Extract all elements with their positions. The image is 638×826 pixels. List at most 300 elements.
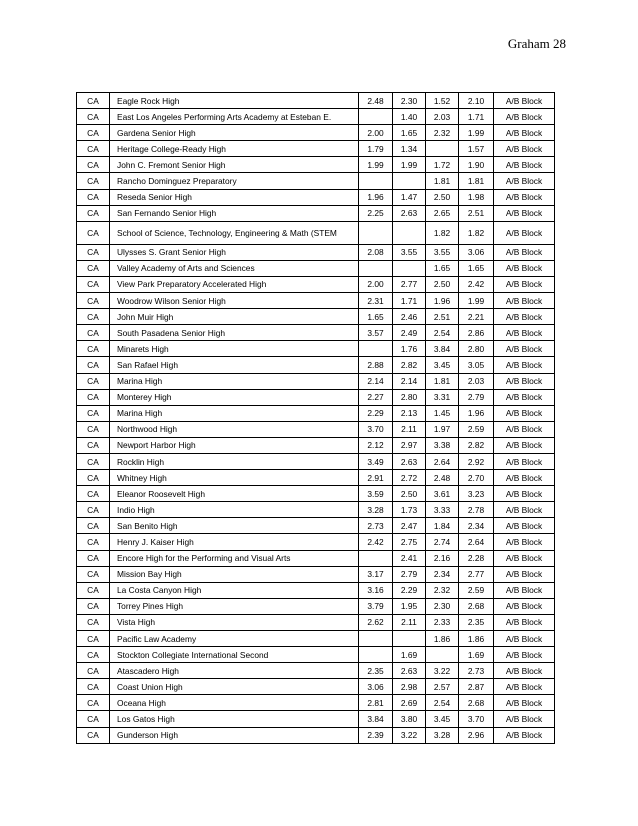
score-3-cell: 3.61: [426, 486, 459, 502]
score-1-cell: 3.49: [359, 453, 393, 469]
state-cell: CA: [77, 373, 110, 389]
score-2-cell: 2.13: [393, 405, 426, 421]
state-cell: CA: [77, 711, 110, 727]
score-2-cell: 2.77: [393, 276, 426, 292]
score-1-cell: [359, 341, 393, 357]
school-name-cell: San Benito High: [110, 518, 359, 534]
school-scores-table: [76, 92, 555, 744]
score-3-cell: 1.45: [426, 405, 459, 421]
score-1-cell: 1.65: [359, 309, 393, 325]
table-row: [77, 486, 555, 502]
table-row: [77, 205, 555, 221]
schedule-type-cell: A/B Block: [494, 502, 555, 518]
score-2-cell: 3.80: [393, 711, 426, 727]
schedule-type-cell: A/B Block: [494, 157, 555, 173]
score-2-cell: 1.71: [393, 293, 426, 309]
school-name-cell: Heritage College-Ready High: [110, 141, 359, 157]
table-row: [77, 357, 555, 373]
schedule-type-cell: A/B Block: [494, 679, 555, 695]
table-row: [77, 421, 555, 437]
score-3-cell: 2.50: [426, 276, 459, 292]
score-1-cell: 2.81: [359, 695, 393, 711]
score-2-cell: [393, 173, 426, 189]
score-3-cell: 2.30: [426, 598, 459, 614]
school-name-cell: Marina High: [110, 405, 359, 421]
school-name-cell: Newport Harbor High: [110, 437, 359, 453]
score-3-cell: 1.96: [426, 293, 459, 309]
school-name-cell: John C. Fremont Senior High: [110, 157, 359, 173]
school-name-cell: Rocklin High: [110, 453, 359, 469]
state-cell: CA: [77, 631, 110, 647]
state-cell: CA: [77, 550, 110, 566]
school-name-cell: Whitney High: [110, 470, 359, 486]
state-cell: CA: [77, 421, 110, 437]
average-cell: 2.92: [459, 453, 494, 469]
average-cell: 3.23: [459, 486, 494, 502]
schedule-type-cell: A/B Block: [494, 373, 555, 389]
state-cell: CA: [77, 405, 110, 421]
schedule-type-cell: A/B Block: [494, 550, 555, 566]
table-row: [77, 470, 555, 486]
score-3-cell: 1.97: [426, 421, 459, 437]
score-2-cell: [393, 260, 426, 276]
school-name-cell: East Los Angeles Performing Arts Academy at Esteban E.: [110, 109, 359, 125]
state-cell: CA: [77, 437, 110, 453]
table-row: [77, 276, 555, 292]
average-cell: 1.90: [459, 157, 494, 173]
average-cell: 3.05: [459, 357, 494, 373]
average-cell: 2.86: [459, 325, 494, 341]
schedule-type-cell: A/B Block: [494, 221, 555, 244]
state-cell: CA: [77, 109, 110, 125]
average-cell: 2.28: [459, 550, 494, 566]
score-1-cell: 2.08: [359, 244, 393, 260]
school-name-cell: Ulysses S. Grant Senior High: [110, 244, 359, 260]
state-cell: CA: [77, 276, 110, 292]
average-cell: 1.98: [459, 189, 494, 205]
score-1-cell: [359, 260, 393, 276]
table-row: [77, 711, 555, 727]
schedule-type-cell: A/B Block: [494, 109, 555, 125]
score-1-cell: [359, 109, 393, 125]
state-cell: CA: [77, 173, 110, 189]
score-3-cell: 3.33: [426, 502, 459, 518]
table-row: [77, 518, 555, 534]
score-3-cell: 3.45: [426, 357, 459, 373]
score-3-cell: 1.72: [426, 157, 459, 173]
score-1-cell: 2.39: [359, 727, 393, 743]
score-1-cell: 2.73: [359, 518, 393, 534]
school-name-cell: Eagle Rock High: [110, 93, 359, 109]
schedule-type-cell: A/B Block: [494, 470, 555, 486]
average-cell: 1.99: [459, 125, 494, 141]
score-3-cell: 3.55: [426, 244, 459, 260]
state-cell: CA: [77, 260, 110, 276]
table-row: [77, 93, 555, 109]
schedule-type-cell: A/B Block: [494, 663, 555, 679]
average-cell: 2.78: [459, 502, 494, 518]
average-cell: 2.96: [459, 727, 494, 743]
state-cell: CA: [77, 453, 110, 469]
score-3-cell: 1.52: [426, 93, 459, 109]
state-cell: CA: [77, 647, 110, 663]
table-row: [77, 157, 555, 173]
schedule-type-cell: A/B Block: [494, 695, 555, 711]
schedule-type-cell: A/B Block: [494, 276, 555, 292]
table-row: [77, 582, 555, 598]
score-1-cell: 2.29: [359, 405, 393, 421]
average-cell: 2.59: [459, 582, 494, 598]
schedule-type-cell: A/B Block: [494, 647, 555, 663]
average-cell: 2.68: [459, 695, 494, 711]
score-1-cell: 1.79: [359, 141, 393, 157]
state-cell: CA: [77, 614, 110, 630]
school-name-cell: Valley Academy of Arts and Sciences: [110, 260, 359, 276]
score-2-cell: 2.41: [393, 550, 426, 566]
table-row: [77, 173, 555, 189]
score-2-cell: 1.47: [393, 189, 426, 205]
schedule-type-cell: A/B Block: [494, 141, 555, 157]
state-cell: CA: [77, 679, 110, 695]
average-cell: 2.79: [459, 389, 494, 405]
score-1-cell: 2.48: [359, 93, 393, 109]
score-1-cell: 3.84: [359, 711, 393, 727]
school-name-cell: San Fernando Senior High: [110, 205, 359, 221]
score-2-cell: 2.79: [393, 566, 426, 582]
table-row: [77, 647, 555, 663]
average-cell: 2.35: [459, 614, 494, 630]
state-cell: CA: [77, 244, 110, 260]
table-row: [77, 663, 555, 679]
school-name-cell: Vista High: [110, 614, 359, 630]
score-1-cell: 2.42: [359, 534, 393, 550]
state-cell: CA: [77, 93, 110, 109]
score-3-cell: 3.45: [426, 711, 459, 727]
table-row: [77, 373, 555, 389]
school-name-cell: Monterey High: [110, 389, 359, 405]
score-3-cell: [426, 141, 459, 157]
school-name-cell: Los Gatos High: [110, 711, 359, 727]
school-name-cell: Eleanor Roosevelt High: [110, 486, 359, 502]
table-row: [77, 695, 555, 711]
school-name-cell: Atascadero High: [110, 663, 359, 679]
table-body: [77, 93, 555, 744]
score-1-cell: 2.35: [359, 663, 393, 679]
score-2-cell: 3.22: [393, 727, 426, 743]
state-cell: CA: [77, 534, 110, 550]
score-2-cell: 2.63: [393, 453, 426, 469]
average-cell: 2.59: [459, 421, 494, 437]
schedule-type-cell: A/B Block: [494, 631, 555, 647]
table-row: [77, 389, 555, 405]
state-cell: CA: [77, 325, 110, 341]
average-cell: 1.57: [459, 141, 494, 157]
state-cell: CA: [77, 663, 110, 679]
score-3-cell: 1.65: [426, 260, 459, 276]
schedule-type-cell: A/B Block: [494, 453, 555, 469]
state-cell: CA: [77, 598, 110, 614]
table-row: [77, 189, 555, 205]
score-3-cell: 2.57: [426, 679, 459, 695]
school-name-cell: Mission Bay High: [110, 566, 359, 582]
schedule-type-cell: A/B Block: [494, 389, 555, 405]
table-row: [77, 502, 555, 518]
school-name-cell: View Park Preparatory Accelerated High: [110, 276, 359, 292]
table-row: [77, 325, 555, 341]
schedule-type-cell: A/B Block: [494, 293, 555, 309]
page-header: Graham 28: [507, 36, 566, 51]
score-1-cell: 3.59: [359, 486, 393, 502]
score-2-cell: 2.98: [393, 679, 426, 695]
state-cell: CA: [77, 141, 110, 157]
score-2-cell: 2.63: [393, 205, 426, 221]
schedule-type-cell: A/B Block: [494, 309, 555, 325]
school-name-cell: Gunderson High: [110, 727, 359, 743]
schedule-type-cell: A/B Block: [494, 325, 555, 341]
score-2-cell: 1.76: [393, 341, 426, 357]
school-name-cell: Woodrow Wilson Senior High: [110, 293, 359, 309]
score-3-cell: 2.32: [426, 582, 459, 598]
score-2-cell: 1.34: [393, 141, 426, 157]
schedule-type-cell: A/B Block: [494, 727, 555, 743]
table-row: [77, 125, 555, 141]
table-row: [77, 293, 555, 309]
score-3-cell: 2.34: [426, 566, 459, 582]
school-name-cell: Torrey Pines High: [110, 598, 359, 614]
average-cell: 2.03: [459, 373, 494, 389]
table-row: [77, 341, 555, 357]
average-cell: 2.34: [459, 518, 494, 534]
score-2-cell: [393, 221, 426, 244]
state-cell: CA: [77, 566, 110, 582]
schedule-type-cell: A/B Block: [494, 421, 555, 437]
average-cell: 2.73: [459, 663, 494, 679]
score-1-cell: 1.96: [359, 189, 393, 205]
average-cell: 2.10: [459, 93, 494, 109]
school-name-cell: Indio High: [110, 502, 359, 518]
table-row: [77, 598, 555, 614]
score-2-cell: 2.80: [393, 389, 426, 405]
table-row: [77, 244, 555, 260]
average-cell: 1.65: [459, 260, 494, 276]
schedule-type-cell: A/B Block: [494, 518, 555, 534]
score-3-cell: 3.22: [426, 663, 459, 679]
schedule-type-cell: A/B Block: [494, 341, 555, 357]
score-2-cell: 2.63: [393, 663, 426, 679]
school-name-cell: Northwood High: [110, 421, 359, 437]
score-3-cell: 2.54: [426, 695, 459, 711]
schedule-type-cell: A/B Block: [494, 598, 555, 614]
score-3-cell: 1.84: [426, 518, 459, 534]
score-2-cell: 1.69: [393, 647, 426, 663]
state-cell: CA: [77, 309, 110, 325]
schedule-type-cell: A/B Block: [494, 205, 555, 221]
average-cell: 3.70: [459, 711, 494, 727]
schedule-type-cell: A/B Block: [494, 614, 555, 630]
score-3-cell: 2.51: [426, 309, 459, 325]
average-cell: 2.42: [459, 276, 494, 292]
table-row: [77, 727, 555, 743]
score-1-cell: [359, 550, 393, 566]
schedule-type-cell: A/B Block: [494, 437, 555, 453]
score-1-cell: 2.27: [359, 389, 393, 405]
average-cell: 2.64: [459, 534, 494, 550]
score-3-cell: 3.84: [426, 341, 459, 357]
score-1-cell: 3.70: [359, 421, 393, 437]
score-1-cell: 2.00: [359, 276, 393, 292]
score-2-cell: 2.75: [393, 534, 426, 550]
state-cell: CA: [77, 486, 110, 502]
state-cell: CA: [77, 695, 110, 711]
state-cell: CA: [77, 357, 110, 373]
school-name-cell: Henry J. Kaiser High: [110, 534, 359, 550]
school-name-cell: Minarets High: [110, 341, 359, 357]
score-3-cell: 2.65: [426, 205, 459, 221]
school-name-cell: Pacific Law Academy: [110, 631, 359, 647]
average-cell: 3.06: [459, 244, 494, 260]
school-name-cell: Encore High for the Performing and Visual Arts: [110, 550, 359, 566]
table-row: [77, 260, 555, 276]
score-3-cell: 2.48: [426, 470, 459, 486]
score-1-cell: 3.79: [359, 598, 393, 614]
schedule-type-cell: A/B Block: [494, 711, 555, 727]
score-1-cell: 3.57: [359, 325, 393, 341]
schedule-type-cell: A/B Block: [494, 244, 555, 260]
table-row: [77, 631, 555, 647]
table-row: [77, 453, 555, 469]
school-name-cell: John Muir High: [110, 309, 359, 325]
score-3-cell: 1.82: [426, 221, 459, 244]
score-2-cell: 1.40: [393, 109, 426, 125]
average-cell: 2.70: [459, 470, 494, 486]
score-2-cell: 2.50: [393, 486, 426, 502]
score-3-cell: 1.86: [426, 631, 459, 647]
state-cell: CA: [77, 205, 110, 221]
score-1-cell: 2.31: [359, 293, 393, 309]
state-cell: CA: [77, 470, 110, 486]
schedule-type-cell: A/B Block: [494, 566, 555, 582]
schedule-type-cell: A/B Block: [494, 125, 555, 141]
score-1-cell: 1.99: [359, 157, 393, 173]
score-3-cell: 2.03: [426, 109, 459, 125]
score-3-cell: 3.38: [426, 437, 459, 453]
average-cell: 1.71: [459, 109, 494, 125]
average-cell: 2.80: [459, 341, 494, 357]
score-2-cell: 2.46: [393, 309, 426, 325]
score-2-cell: 2.47: [393, 518, 426, 534]
school-name-cell: Reseda Senior High: [110, 189, 359, 205]
table-row: [77, 141, 555, 157]
school-name-cell: Coast Union High: [110, 679, 359, 695]
score-2-cell: 1.73: [393, 502, 426, 518]
school-name-cell: Stockton Collegiate International Second: [110, 647, 359, 663]
score-2-cell: 2.11: [393, 421, 426, 437]
average-cell: 2.82: [459, 437, 494, 453]
score-1-cell: 3.28: [359, 502, 393, 518]
school-name-cell: Rancho Dominguez Preparatory: [110, 173, 359, 189]
table-row: [77, 309, 555, 325]
score-2-cell: 2.49: [393, 325, 426, 341]
schedule-type-cell: A/B Block: [494, 173, 555, 189]
score-2-cell: 1.65: [393, 125, 426, 141]
school-name-cell: San Rafael High: [110, 357, 359, 373]
school-name-cell: Marina High: [110, 373, 359, 389]
state-cell: CA: [77, 389, 110, 405]
state-cell: CA: [77, 125, 110, 141]
score-2-cell: 2.29: [393, 582, 426, 598]
table-row: [77, 550, 555, 566]
state-cell: CA: [77, 502, 110, 518]
score-1-cell: 2.91: [359, 470, 393, 486]
average-cell: 1.82: [459, 221, 494, 244]
score-1-cell: 3.17: [359, 566, 393, 582]
average-cell: 2.68: [459, 598, 494, 614]
average-cell: 2.21: [459, 309, 494, 325]
average-cell: 1.99: [459, 293, 494, 309]
average-cell: 1.86: [459, 631, 494, 647]
state-cell: CA: [77, 293, 110, 309]
table-row: [77, 405, 555, 421]
state-cell: CA: [77, 157, 110, 173]
state-cell: CA: [77, 221, 110, 244]
score-3-cell: 3.28: [426, 727, 459, 743]
schedule-type-cell: A/B Block: [494, 189, 555, 205]
score-3-cell: 2.33: [426, 614, 459, 630]
score-1-cell: 2.14: [359, 373, 393, 389]
table-row: [77, 221, 555, 244]
school-name-cell: Gardena Senior High: [110, 125, 359, 141]
schedule-type-cell: A/B Block: [494, 93, 555, 109]
schedule-type-cell: A/B Block: [494, 357, 555, 373]
score-1-cell: [359, 221, 393, 244]
score-1-cell: 2.88: [359, 357, 393, 373]
table-row: [77, 679, 555, 695]
score-1-cell: 3.16: [359, 582, 393, 598]
score-3-cell: [426, 647, 459, 663]
score-3-cell: 2.32: [426, 125, 459, 141]
average-cell: 2.77: [459, 566, 494, 582]
score-3-cell: 3.31: [426, 389, 459, 405]
score-3-cell: 2.50: [426, 189, 459, 205]
schedule-type-cell: A/B Block: [494, 486, 555, 502]
score-3-cell: 2.16: [426, 550, 459, 566]
school-name-cell: South Pasadena Senior High: [110, 325, 359, 341]
score-1-cell: [359, 631, 393, 647]
schedule-type-cell: A/B Block: [494, 534, 555, 550]
score-2-cell: 2.97: [393, 437, 426, 453]
score-2-cell: 2.30: [393, 93, 426, 109]
score-3-cell: 2.74: [426, 534, 459, 550]
average-cell: 2.87: [459, 679, 494, 695]
table-row: [77, 566, 555, 582]
score-1-cell: [359, 647, 393, 663]
school-name-cell: Oceana High: [110, 695, 359, 711]
state-cell: CA: [77, 518, 110, 534]
score-3-cell: 2.54: [426, 325, 459, 341]
schedule-type-cell: A/B Block: [494, 260, 555, 276]
score-3-cell: 1.81: [426, 173, 459, 189]
schedule-type-cell: A/B Block: [494, 405, 555, 421]
score-1-cell: 3.06: [359, 679, 393, 695]
score-1-cell: [359, 173, 393, 189]
score-3-cell: 1.81: [426, 373, 459, 389]
score-2-cell: 2.82: [393, 357, 426, 373]
school-name-cell: School of Science, Technology, Engineering & Math (STEM: [110, 221, 359, 244]
score-1-cell: 2.00: [359, 125, 393, 141]
score-2-cell: 2.14: [393, 373, 426, 389]
state-cell: CA: [77, 582, 110, 598]
score-2-cell: 2.69: [393, 695, 426, 711]
